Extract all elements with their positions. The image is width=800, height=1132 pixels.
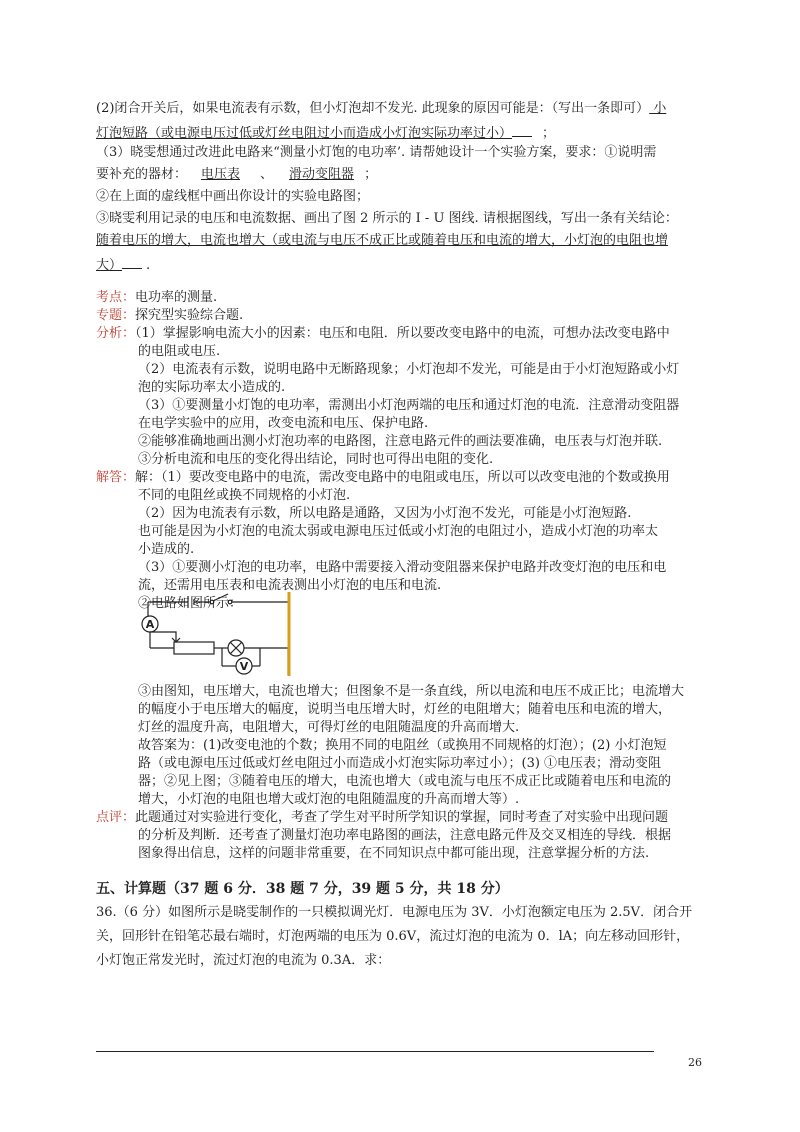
q2-answer: 灯泡短路（或电源电压过低或灯丝电阻过小而造成小灯泡实际功率过小） (96, 126, 513, 141)
jieda-line: 小造成的. (138, 542, 195, 557)
q2-line-1 (96, 100, 666, 118)
q3-line-2: 要补充的器材： 电压表 、 滑动变阻器 ； (96, 167, 378, 182)
page-number: 26 (688, 1056, 702, 1069)
answer-summary-line: 器；②见上图；③随着电压的增大，电流也增大（或电流与电压不成正比或随着电压和电流的 (138, 774, 672, 789)
jieda-label: 解答： (96, 470, 136, 485)
q3-line-1: （3）晓雯想通过改进此电路来“测量小灯饱的电功率’. 请帮她设计一个实验方案，要求：①说明需 (96, 145, 657, 160)
jieda-line: 不同的电阻丝或换不同规格的小灯泡. (138, 488, 351, 503)
rheostat-body (174, 642, 214, 654)
fenxi-line: 在电学实验中的应用，改变电流和电压、保护电路. (138, 416, 429, 431)
dianping-row: 点评：此题通过对实验进行变化，考查了学生对平时所学知识的掌握，同时考查了对实验中出现问题 (96, 810, 669, 825)
jieda-line: 灯丝的温度升高，电阻增大，可得灯丝的电阻随温度的升高而增大. (138, 720, 520, 735)
switch-lever (213, 594, 228, 601)
q36-line: 关，回形针在铅笔芯最右端时，灯泡两端的电压为 0.6V，流过灯泡的电流为 0．lA；向左移动回形针， (96, 929, 690, 944)
q2-prompt: (2)闭合开关后，如果电流表有示数，但小灯泡却不发光. 此现象的原因可能是：（写出一条即可） (96, 101, 650, 116)
q3-answer-line-1: 随着电压的增大，电流也增大（或电流与电压不成正比或随着电压和电流的增大，小灯泡的电阻也增 (96, 233, 669, 248)
jieda-line: （3）①要测小灯泡的电功率，电路中需要接入滑动变阻器来保护电路并改变灯泡的电压和电 (138, 560, 667, 575)
q2-line-2: 灯泡短路（或电源电压过低或灯丝电阻过小而造成小灯泡实际功率过小） ； (96, 122, 555, 143)
zhuanti-row: 专题：探究型实验综合题. (96, 308, 244, 323)
fenxi-line: （3）①要测量小灯饱的电功率，需测出小灯泡两端的电压和通过灯泡的电流．注意滑动变阻器 (138, 398, 680, 413)
q3-answer-line-2: 大） . (96, 254, 150, 275)
circuit-diagram (136, 586, 306, 678)
jieda-row: 解答：解：（1）要改变电路中的电流，需改变电路中的电阻或电压，所以可以改变电池的个数或换用 (96, 470, 670, 485)
q3-answer-voltmeter: 电压表 (201, 167, 241, 182)
answer-summary-line: 路（或电源电压过低或灯丝电阻过小而造成小灯泡实际功率过小）；(3) ①电压表；滑动变阻 (138, 756, 662, 771)
jieda-line: （2）因为电流表有示数，所以电路是通路，又因为小灯泡不发光，可能是小灯泡短路. (138, 506, 632, 521)
fenxi-line: ②能够准确地画出测小灯泡功率的电路图，注意电路元件的画法要准确，电压表与灯泡并联. (138, 434, 663, 449)
footer-rule (96, 1051, 654, 1052)
jieda-line: ③由图知，电压增大，电流也增大；但图象不是一条直线，所以电流和电压不成正比；电流增大 (138, 684, 685, 699)
kaodian-label: 考点： (96, 290, 136, 305)
answer-summary-line: 故答案为：(1)改变电池的个数；换用不同的电阻丝（或换用不同规格的灯泡）；(2) 小灯泡短 (138, 738, 667, 753)
q3-answer-rheostat: 滑动变阻器 (289, 167, 355, 182)
q2-answer-start: 小 (649, 101, 667, 116)
section-5-title: 五、计算题（37 题 6 分．38 题 7 分，39 题 5 分，共 18 分） (96, 881, 509, 897)
dianping-line: 图象得出信息，这样的问题非常重要，在不同知识点中都可能出现，注意掌握分析的方法. (138, 846, 650, 861)
ammeter-label: A (145, 618, 155, 631)
voltmeter-label: V (239, 660, 249, 673)
fenxi-line: 的电阻或电压. (138, 344, 221, 359)
fenxi-line: （2）电流表有示数，说明电路中无断路现象；小灯泡却不发光，可能是由于小灯泡短路或小灯 (138, 362, 680, 377)
answer-summary-line: 增大，小灯泡的电阻也增大或灯泡的电阻随温度的升高而增大等）. (138, 792, 520, 807)
jieda-line: ②电路如图所示： (138, 596, 243, 611)
jieda-line: 的幅度小于电压增大的幅度，说明当电压增大时，灯丝的电阻增大；随着电压和电流的增大， (138, 702, 672, 717)
q3-item-3: ③晓雯利用记录的电压和电流数据、画出了图 2 所示的 I - U 图线. 请根据图线，写出一条有关结论： (96, 211, 678, 226)
jieda-line: 流，还需用电压表和电流表测出小灯泡的电压和电流. (138, 578, 442, 593)
fenxi-row: 分析：（1）掌握影响电流大小的因素：电压和电阻．所以要改变电路中的电流，可想办法改变电路中 (96, 326, 670, 341)
q3-item-2: ②在上面的虚线框中画出你设计的实验电路图； (96, 189, 370, 204)
q36-line: 36.（6 分）如图所示是晓雯制作的一只模拟调光灯．电源电压为 3V．小灯泡额定电压为 2.5V．闭合开 (96, 905, 693, 920)
fenxi-line: ③分析电流和电压的变化得出结论，同时也可得出电阻的变化. (138, 452, 494, 467)
dianping-line: 的分析及判断．还考查了测量灯泡功率电路图的画法，注意电路元件及交叉相连的导线．根据 (138, 828, 672, 843)
zhuanti-label: 专题： (96, 308, 136, 323)
jieda-line: 也可能是因为小灯泡的电流太弱或电源电压过低或小灯泡的电阻过小，造成小灯泡的功率太 (138, 524, 659, 539)
q2-answer-blank (512, 122, 532, 137)
rheostat-slider-wire (150, 632, 176, 642)
fenxi-label: 分析： (96, 326, 136, 341)
kaodian-row: 考点：电功率的测量. (96, 290, 218, 305)
q36-line: 小灯饱正常发光时，流过灯泡的电流为 0.3A．求： (96, 953, 391, 968)
dianping-label: 点评： (96, 810, 136, 825)
fenxi-line: 泡的实际功率太小造成的. (138, 380, 286, 395)
